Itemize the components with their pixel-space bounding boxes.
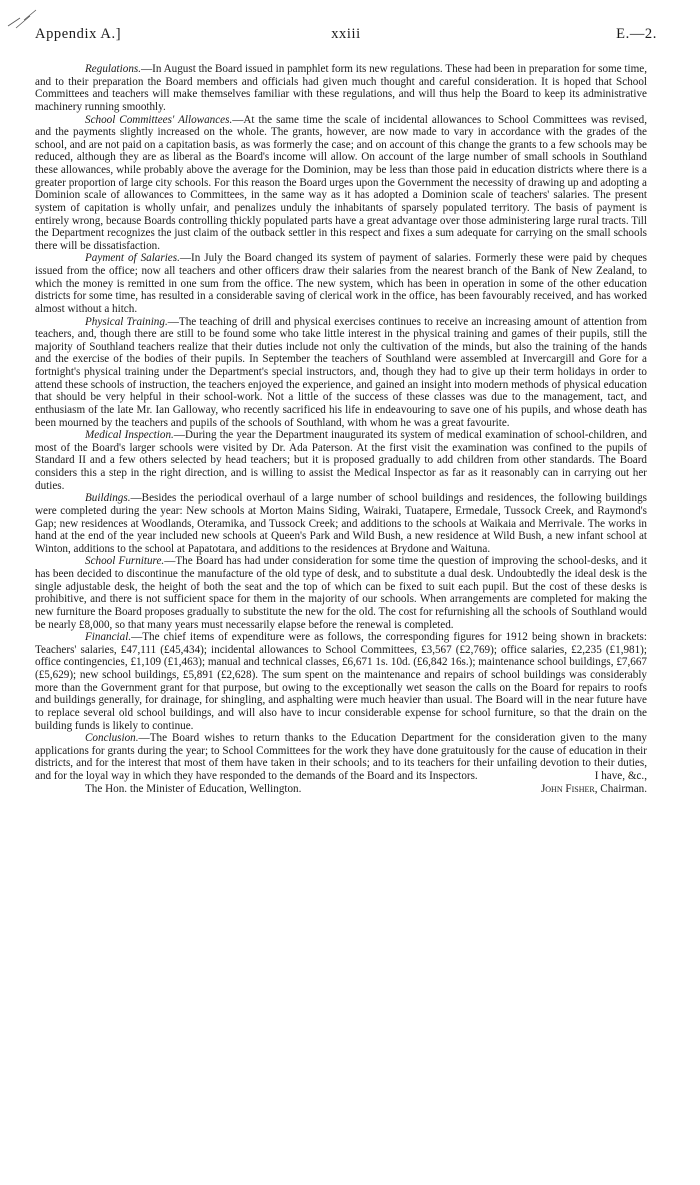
paragraph-text: —The chief items of expenditure were as follows, the corresponding figures for 1912 being shown in brackets: Teachers' salaries, £47,111 (£45,434); incidental allowances to School Committees, £3,567 (£2,769); office salaries, £2,235 (£1,981); office contingencies, £1,109 (£1,463); manual and technical classes, £6,671 1s. 10d. (£6,842 16s.); maintenance school buildings, £7,667 (£5,629); new school buildings, £5,891 (£2,628). The sum spent on the maintenance and repairs of school buildings was considerably more than the Government grant for that purpose, but owing to the exceptionally wet season the calls on the Board for repairs to roofs and buildings generally, for drainage, for shingling, and asphalting were much heavier than usual. The Board will in the near future have to replace several old school buildings, and will also have to incur considerable expense for school furniture, so that the drain on the building funds is likely to continue. <box>35 631 647 732</box>
page-header <box>35 26 657 50</box>
paragraph-conclusion <box>35 732 647 783</box>
paragraph-heading: School Committees' Allowances. <box>85 113 233 126</box>
paragraph-financial <box>35 631 647 732</box>
paragraph-text: —During the year the Department inaugurated its system of medical examination of school-children, and most of the Board's larger schools were visited by Dr. Ada Paterson. At the first visit the examination was confined to the pupils of Standard II and a few others selected by head teachers; but it is proposed gradually to add children from other standards. The Board considers this a step in the right direction, and is willing to assist the Medical Inspector as far as it reasonably can in carrying out her duties. <box>35 429 648 492</box>
header-reference: E.—2. <box>616 26 657 42</box>
paragraph-buildings <box>35 492 647 555</box>
report-body <box>35 63 647 795</box>
salutation: I have, &c., <box>594 770 647 783</box>
paragraph-medical-inspection <box>35 429 647 492</box>
signature-name: John Fisher <box>540 782 595 795</box>
header-appendix: Appendix A.] <box>35 26 122 42</box>
paragraph-text: —At the same time the scale of incidental allowances to School Committees was revised, and the payments slightly increased on the whole. The grants, however, are now made to vary in accordance with the grades of the school, and are not paid on a capitation basis, as was formerly the case; and on account of this change the grants to a few schools may be reduced, although they are as liberal as the Board's income will allow. On account of the large number of small schools in Southland these allowances, while probably above the average for the Dominion, may be less than those paid in education districts where there is a greater proportion of large city schools. For this reason the Board urges upon the Government the necessity of drawing up and adopting a Dominion scale of allowances to Committees, in the same way as it has adopted a Dominion scale of teachers' salaries. The present system of capitation is wholly unfair, and penalizes unduly the inhabitants of sparsely populated territory. The basis of payment is entirely wrong, because Boards controlling thickly populated parts have a great advantage over those administering large rural tracts. Till the Department recognizes the just claim of the outback settler in this respect and fixes a sum adequate for carrying on the small schools there will be dissatisfaction. <box>35 113 647 252</box>
paragraph-physical-training <box>35 316 647 430</box>
closing-block <box>35 770 647 796</box>
signature-title: , Chairman. <box>594 782 647 795</box>
signature-block <box>540 770 647 796</box>
paragraph-heading: Buildings. <box>85 492 131 505</box>
paragraph-text: —The Board wishes to return thanks to the Education Department for the consideration given to the many applications for grants during the year; to School Committees for the work they have done gratuitously for the cause of education in their districts, and for the interest that most of them have taken in their schools; and to its teachers for their unfailing devotion to their duties, and for the loyal way in which they have responded to the demands of the Board and its Inspectors. <box>35 732 647 782</box>
paragraph-school-furniture <box>35 555 647 631</box>
paragraph-text: —In July the Board changed its system of payment of salaries. Formerly these were paid by cheques issued from the office; now all teachers and other officers draw their salaries from the nearest branch of the Bank of New Zealand, to which the money is remitted in one sum from the office. The new system, which has been in operation in some of the other education districts for some time, has resulted in a considerable saving of clerical work in the office, has been favourably received, and has worked almost without a hitch. <box>35 252 647 315</box>
header-page-number: xxiii <box>331 26 361 42</box>
paragraph-heading: Physical Training. <box>85 315 168 328</box>
paragraph-payment-of-salaries <box>35 252 647 315</box>
addressee: The Hon. the Minister of Education, Wellington. <box>85 782 302 795</box>
pencil-mark <box>6 6 38 38</box>
paragraph-heading: Financial. <box>85 631 132 644</box>
paragraph-text: —The Board has had under consideration for some time the question of improving the school-desks, and it has been decided to discontinue the manufacture of the old type of desk, and to substitute a dual desk. Undoubtedly the ideal desk is the single adjustable desk, the height of both the seat and the top of which can be fixed to suit each pupil. But the cost of these desks is prohibitive, and there is not sufficient space for them in the majority of our schools. When arrangements are completed for making the new furniture the Board proposes gradually to substitute the new for the old. The cost for refurnishing all the schools of Southland would be nearly £8,000, so that many years must necessarily elapse before the renewal is completed. <box>35 555 647 631</box>
paragraph-heading: Medical Inspection. <box>85 429 174 442</box>
paragraph-text: —In August the Board issued in pamphlet form its new regulations. These had been in preparation for some time, and to their preparation the Board members and officials had given much thought and careful consideration. It is hoped that School Committees and teachers will make themselves familiar with these regulations, and will thus help the Board to keep its administrative machinery running smoothly. <box>35 63 647 113</box>
paragraph-text: —The teaching of drill and physical exercises continues to receive an increasing amount of attention from teachers, and, though there are still to be found some who take little interest in the physical training and games of their pupils, still the majority of Southland teachers realize that their duties include not only the cultivation of the minds, but also the training of the hands and the exercise of the bodies of their pupils. In September the teachers of Southland were assembled at Invercargill and Gore for a fortnight's physical training under the Department's special instructors, and, though they had to give up their term holidays in order to attend these schools of instruction, the teachers enjoyed the experience, and gained an insight into modern methods of physical education that should be very helpful in their school-work. Not a little of the success of these classes was due to the management, tact, and enthusiasm of the late Mr. Ian Galloway, who recently sacrificed his life in endeavouring to save one of his pupils, and whose death has been mourned by the teachers and pupils of the schools of Southland, with whom he was a great favourite. <box>35 315 647 429</box>
paragraph-committees-allowances <box>35 114 647 253</box>
signature <box>541 783 647 796</box>
paragraph-regulations <box>35 63 647 114</box>
paragraph-heading: School Furniture. <box>85 555 165 568</box>
paragraph-heading: Conclusion. <box>85 732 139 745</box>
paragraph-heading: Regulations. <box>85 63 142 75</box>
paragraph-heading: Payment of Salaries. <box>85 252 180 265</box>
paragraph-text: —Besides the periodical overhaul of a large number of school buildings and residences, the following buildings were completed during the year: New schools at Morton Mains Siding, Wairaki, Tuatapere, Ermedale, Tussock Creek, and Raymond's Gap; new residences at Woodlands, Oteramika, and Tussock Creek; and additions to the schools at Waikaia and Merrivale. The works in hand at the end of the year included new schools at Queen's Park and Wild Bush, a new residence at Wild Bush, a new infant school at Winton, additions to the school at Papatotara, and additions to the residences at Brydone and Waituna. <box>35 492 647 555</box>
